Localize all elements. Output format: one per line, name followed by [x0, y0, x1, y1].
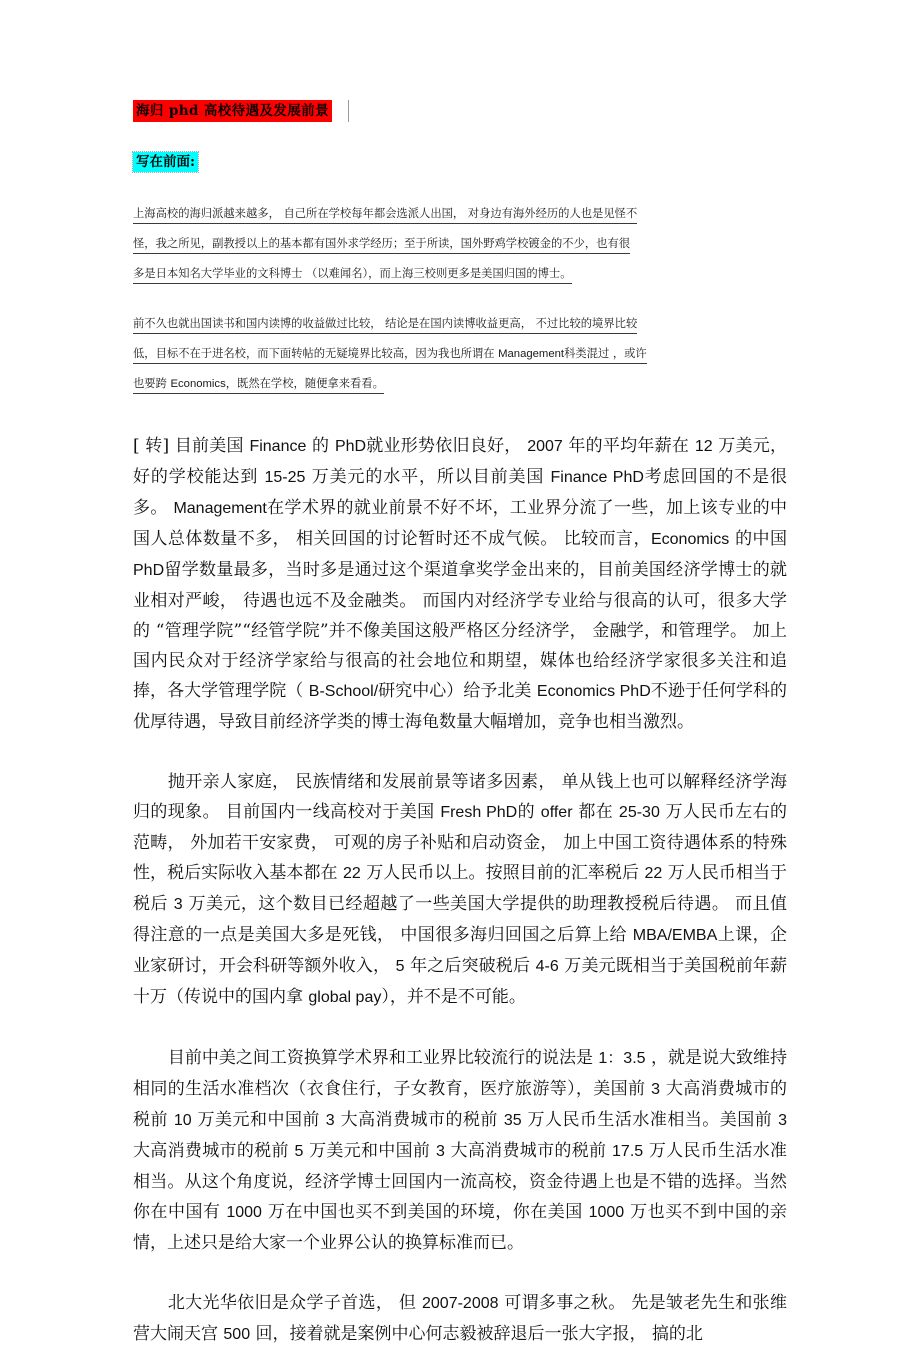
note-line: [133, 259, 787, 289]
text-cursor-caret: [348, 100, 349, 122]
body-paragraph-1: [ 转] 目前美国 Finance 的 PhD就业形势依旧良好， 2007 年的平均年薪在 12 万美元，好的学校能达到 15-25 万美元的水平，所以目前美国 Finance PhD考虑回国的不是很多。 Management在学术界的就业前景不好不坏，工业界分流了一些，加上该专业的中国人总体数量不多， 相关回国的讨论暂时还不成气候。 比较而言，Economics 的中国 PhD留学数量最多，当时多是通过这个渠道拿奖学金出来的，目前美国经济学博士的就业相对严峻， 待遇也远不及金融类。 而国内对经济学专业给与很高的认可，很多大学的 “管理学院”“经管学院”并不像美国这般严格区分经济学， 金融学，和管理学。 加上国内民众对于经济学家给与很高的社会地位和期望，媒体也给经济学家很多关注和追捧，各大学管理学院（ B-School/研究中心）给予北美 Economics PhD不逊于任何学科的优厚待遇，导致目前经济学类的博士海龟数量大幅增加，竞争也相当激烈。: [133, 436, 788, 732]
note-line-text: 多是日本知名大学毕业的文科博士 （以难闻名），而上海三校则更多是美国归国的博士。: [133, 267, 572, 284]
latin-text-run: 2007-2008: [422, 1295, 499, 1312]
latin-text-run: 10: [173, 1112, 192, 1129]
note-line: [133, 339, 787, 369]
note-line: [133, 369, 787, 399]
latin-text-run: 5: [395, 958, 405, 975]
latin-text-run: 17.5: [612, 1143, 644, 1160]
latin-text-run: PhD: [133, 562, 165, 579]
latin-text-run: 4-6: [535, 958, 559, 975]
latin-text-run: 12: [694, 438, 713, 455]
note-line-text: 前不久也就出国读书和国内读博的收益做过比较， 结论是在国内读博收益更高， 不过比较的境界比较: [133, 317, 637, 334]
latin-text-run: 2007: [527, 438, 563, 455]
latin-text-run: Management: [173, 500, 267, 517]
document-body: [133, 431, 787, 1350]
body-paragraph-2: 抛开亲人家庭， 民族情绪和发展前景等诸多因素， 单从钱上也可以解释经济学海归的现象。 目前国内一线高校对于美国 Fresh PhD的 offer 都在 25-30 万人民币左右的范畴， 外加若干安家费， 可观的房子补贴和启动资金， 加上中国工资待遇体系的特殊性，税后实际收入基本都在 22 万人民币以上。按照目前的汇率税后 22 万人民币相当于税后 3 万美元，这个数目已经超越了一些美国大学提供的助理教授税后待遇。 而且值得注意的一点是美国大多是死钱， 中国很多海归回国之后算上给 MBA/EMBA上课，企业家研讨，开会科研等额外收入， 5 年之后突破税后 4-6 万美元既相当于美国税前年薪十万（传说中的国内拿 global pay），并不是不可能。: [133, 772, 788, 1007]
latin-text-run: 3: [325, 1112, 335, 1129]
body-paragraph-4: 北大光华依旧是众学子首选， 但 2007-2008 可谓多事之秋。 先是皱老先生和张维营大闹天宫 500 回，接着就是案例中心何志毅被辞退后一张大字报， 搞的北: [133, 1293, 787, 1344]
document-subtitle-row: [133, 151, 787, 171]
latin-text-run: Finance PhD: [550, 469, 644, 486]
latin-text-run: PhD: [334, 438, 367, 455]
latin-text-run: 22: [644, 865, 663, 882]
note-line-text: 低，目标不在于进名校，而下面转帖的无疑境界比较高，因为我也所谓在 Management科类混过 ，或许: [133, 347, 647, 364]
latin-text-run: Fresh PhD: [440, 804, 518, 821]
note-line-text: 上海高校的海归派越来越多， 自己所在学校每年都会选派人出国， 对身边有海外经历的人也是见怪不: [133, 207, 637, 224]
latin-text-run: 3: [435, 1143, 445, 1160]
latin-text-run: 3: [651, 1081, 661, 1098]
note-line: [133, 229, 787, 259]
latin-text-run: 22: [343, 865, 361, 882]
note-paragraph-1: [133, 199, 787, 289]
note-paragraph-2: [133, 309, 787, 399]
latin-text-run: 1000: [588, 1204, 625, 1221]
latin-text-run: offer: [540, 804, 573, 821]
latin-text-run: 500: [223, 1326, 251, 1343]
latin-text-run: 15-25: [264, 469, 306, 486]
note-line-text: 也要跨 Economics，既然在学校，随便拿来看看。: [133, 377, 384, 394]
latin-text-run: MBA/EMBA: [632, 927, 718, 944]
latin-text-run: Economics PhD: [536, 683, 651, 700]
document-title-row: [133, 100, 787, 122]
latin-text-run: Finance: [249, 438, 307, 455]
latin-text-run: 1：3.5: [598, 1050, 646, 1067]
latin-text-run: 25-30: [618, 804, 660, 821]
page-title: 海归 phd 高校待遇及发展前景: [133, 100, 332, 122]
latin-text-run: Management: [498, 348, 565, 360]
latin-text-run: B-School/: [308, 683, 379, 700]
latin-text-run: 1000: [226, 1204, 262, 1221]
note-line: [133, 309, 787, 339]
section-subtitle: [133, 152, 198, 172]
note-line-text: 怪，我之所见，副教授以上的基本都有国外求学经历；至于所读，国外野鸡学校镀金的不少，也有很: [133, 237, 630, 254]
latin-text-run: 3: [173, 896, 183, 913]
note-line: [133, 199, 787, 229]
latin-text-run: 35: [503, 1112, 522, 1129]
latin-text-run: Economics: [170, 378, 226, 390]
section-subtitle-text: 写在前面:: [136, 154, 195, 170]
latin-text-run: 3: [778, 1112, 788, 1129]
latin-text-run: global pay: [308, 989, 382, 1006]
latin-text-run: Economics: [650, 531, 730, 548]
latin-text-run: 5: [294, 1143, 304, 1160]
body-paragraph-3: 目前中美之间工资换算学术界和工业界比较流行的说法是 1：3.5 ，就是说大致维持相同的生活水准档次（衣食住行，子女教育，医疗旅游等），美国前 3 大高消费城市的税前 10 万美元和中国前 3 大高消费城市的税前 35 万人民币生活水准相当。美国前 3 大高消费城市的税前 5 万美元和中国前 3 大高消费城市的税前 17.5 万人民币生活水准相当。从这个角度说，经济学博士回国内一流高校，资金待遇上也是不错的选择。当然你在中国有 1000 万在中国也买不到美国的环境，你在美国 1000 万也买不到中国的亲情，上述只是给大家一个业界公认的换算标准而已。: [133, 1048, 788, 1253]
